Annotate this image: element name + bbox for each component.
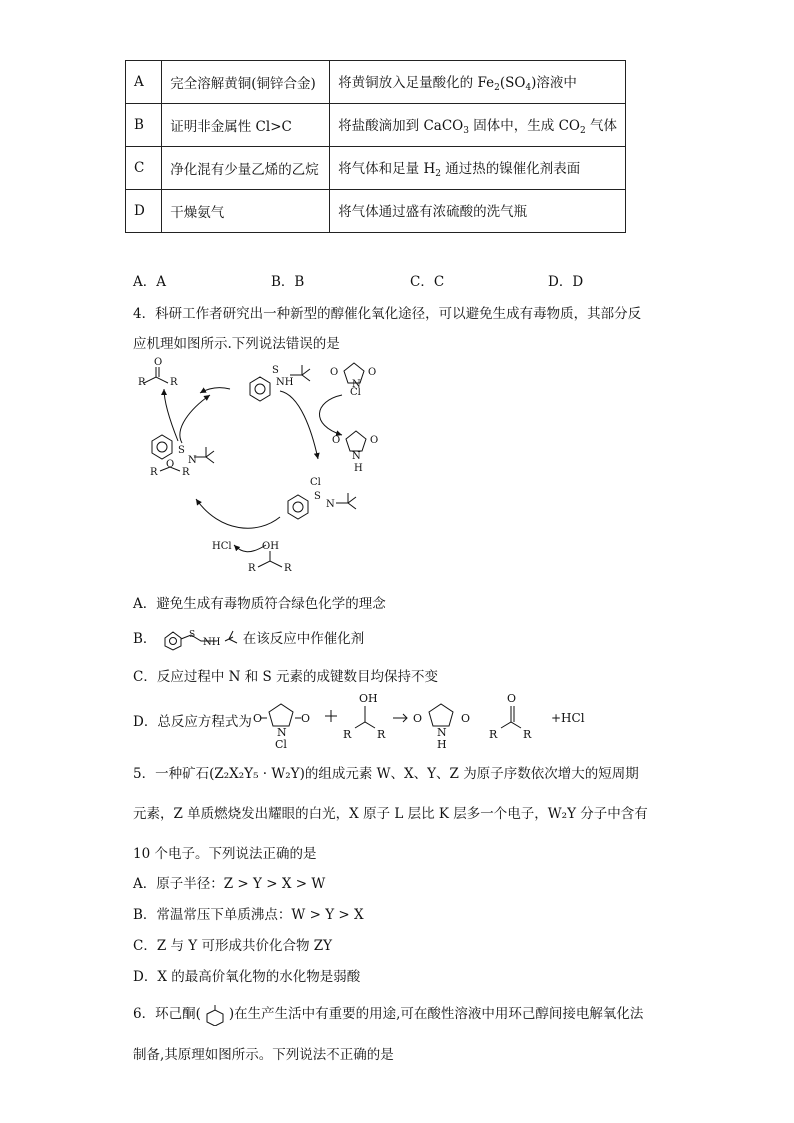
- nh-label: NH: [276, 377, 294, 388]
- row-key: D: [126, 190, 162, 233]
- q4-option-d: [133, 690, 653, 750]
- o-label: O: [330, 367, 339, 378]
- q5-option-c: C．Z 与 Y 可形成共价化合物 ZY: [133, 938, 333, 954]
- n-label: N: [437, 726, 447, 739]
- thioamine-structure-icon: [161, 629, 243, 651]
- q5-stem-line1: 5．一种矿石(Z₂X₂Y₅ · W₂Y)的组成元素 W、X、Y、Z 为原子序数依次增大的短周期: [133, 766, 639, 782]
- reaction-mechanism-diagram: [130, 355, 400, 585]
- choice-a: A．A: [133, 274, 166, 290]
- oh-label: OH: [262, 541, 279, 552]
- r2-label: R: [284, 563, 292, 574]
- options-table: [125, 60, 626, 233]
- table-row: [126, 61, 626, 104]
- r2-label: R: [523, 728, 532, 741]
- row-purpose: 干燥氨气: [162, 190, 330, 233]
- q5-option-b: B．常温常压下单质沸点：W > Y > X: [133, 907, 364, 923]
- o-label: O: [461, 712, 471, 725]
- row-purpose: 证明非金属性 Cl>C: [162, 104, 330, 147]
- o-label: O: [413, 712, 423, 725]
- s-label: S: [272, 365, 279, 376]
- overall-equation: [251, 690, 621, 750]
- n-label: N: [188, 455, 197, 466]
- hcl-label: HCl: [212, 541, 232, 552]
- r1-label: R: [150, 467, 158, 478]
- s-label: S: [178, 445, 185, 456]
- table-row: [126, 104, 626, 147]
- n-label: N: [326, 499, 335, 510]
- r2-label: R: [182, 467, 190, 478]
- q4-option-b: [133, 627, 364, 651]
- nh-label: NH: [202, 636, 221, 648]
- choice-b: B．B: [271, 274, 305, 290]
- row-operation: 将气体和足量 $H_2$ 通过热的镍催化剂表面: [330, 147, 626, 190]
- row-operation: 将黄铜放入足量酸化的 $Fe_2(SO_4)$溶液中: [330, 61, 626, 104]
- q6-stem-line2: 制备,其原理如图所示。下列说法不正确的是: [133, 1047, 394, 1063]
- r1-label: R: [343, 728, 352, 741]
- r2-label: R: [170, 377, 178, 388]
- o-label: O: [154, 357, 163, 368]
- r1-label: R: [138, 377, 146, 388]
- mineral-formula: (Z₂X₂Y₅ · W₂Y): [209, 766, 305, 782]
- row-purpose: 完全溶解黄铜(铜锌合金): [162, 61, 330, 104]
- r1-label: R: [489, 728, 498, 741]
- hcl-text: +HCl: [551, 711, 585, 725]
- q4-stem-line1: 4．科研工作者研究出一种新型的醇催化氧化途径，可以避免生成有毒物质，其部分反: [133, 306, 642, 322]
- r2-label: R: [377, 728, 386, 741]
- h-label: H: [437, 738, 447, 750]
- o-label: O: [253, 712, 263, 725]
- oh-label: OH: [359, 692, 378, 705]
- cl-label: Cl: [275, 738, 287, 750]
- s-label: S: [314, 491, 321, 502]
- row-key: A: [126, 61, 162, 104]
- o-label: O: [301, 712, 311, 725]
- row-operation: 将气体通过盛有浓硫酸的洗气瓶: [330, 190, 626, 233]
- cl-label: Cl: [350, 387, 361, 398]
- q6-stem-line1: 6．环己酮( )在生产生活中有重要的用途,可在酸性溶液中用环己醇间接电解氧化法: [133, 1002, 643, 1026]
- option-b-label: B．: [133, 631, 157, 647]
- o-label: O: [332, 435, 341, 446]
- o-label: O: [370, 435, 379, 446]
- row-operation: 将盐酸滴加到 CaCO$_3$ 固体中，生成 $CO_2$ 气体: [330, 104, 626, 147]
- s-label: S: [188, 629, 195, 640]
- table-row: [126, 147, 626, 190]
- choice-c: C．C: [410, 274, 445, 290]
- q4-option-a: A．避免生成有毒物质符合绿色化学的理念: [133, 596, 386, 612]
- table-row: [126, 190, 626, 233]
- q4-option-c: C．反应过程中 N 和 S 元素的成键数目均保持不变: [133, 669, 439, 685]
- n-label: N: [352, 451, 361, 462]
- n-label: N: [352, 379, 361, 390]
- q5-stem-line2: 元素，Z 单质燃烧发出耀眼的白光，X 原子 L 层比 K 层多一个电子，W₂Y 分子中含有: [133, 806, 648, 822]
- cl-label: Cl: [310, 477, 321, 488]
- o-label: O: [368, 367, 377, 378]
- option-b-text: 在该反应中作催化剂: [242, 631, 365, 647]
- option-d-label: D．总反应方程式为: [133, 714, 252, 730]
- cyclohexanone-icon: [201, 1004, 229, 1026]
- q5-option-a: A．原子半径：Z > Y > X > W: [133, 876, 326, 892]
- choice-d: D．D: [548, 274, 584, 290]
- n-label: N: [277, 726, 287, 739]
- q5-option-d: D．X 的最高价氧化物的水化物是弱酸: [133, 969, 361, 985]
- r1-label: R: [248, 563, 256, 574]
- q5-stem-line3: 10 个电子。下列说法正确的是: [133, 846, 317, 862]
- o-label: O: [507, 692, 517, 705]
- q4-stem-line2: 应机理如图所示.下列说法错误的是: [133, 336, 340, 352]
- row-purpose: 净化混有少量乙烯的乙烷: [162, 147, 330, 190]
- row-key: C: [126, 147, 162, 190]
- row-key: B: [126, 104, 162, 147]
- h-label: H: [354, 463, 363, 474]
- o-label: O: [166, 459, 175, 470]
